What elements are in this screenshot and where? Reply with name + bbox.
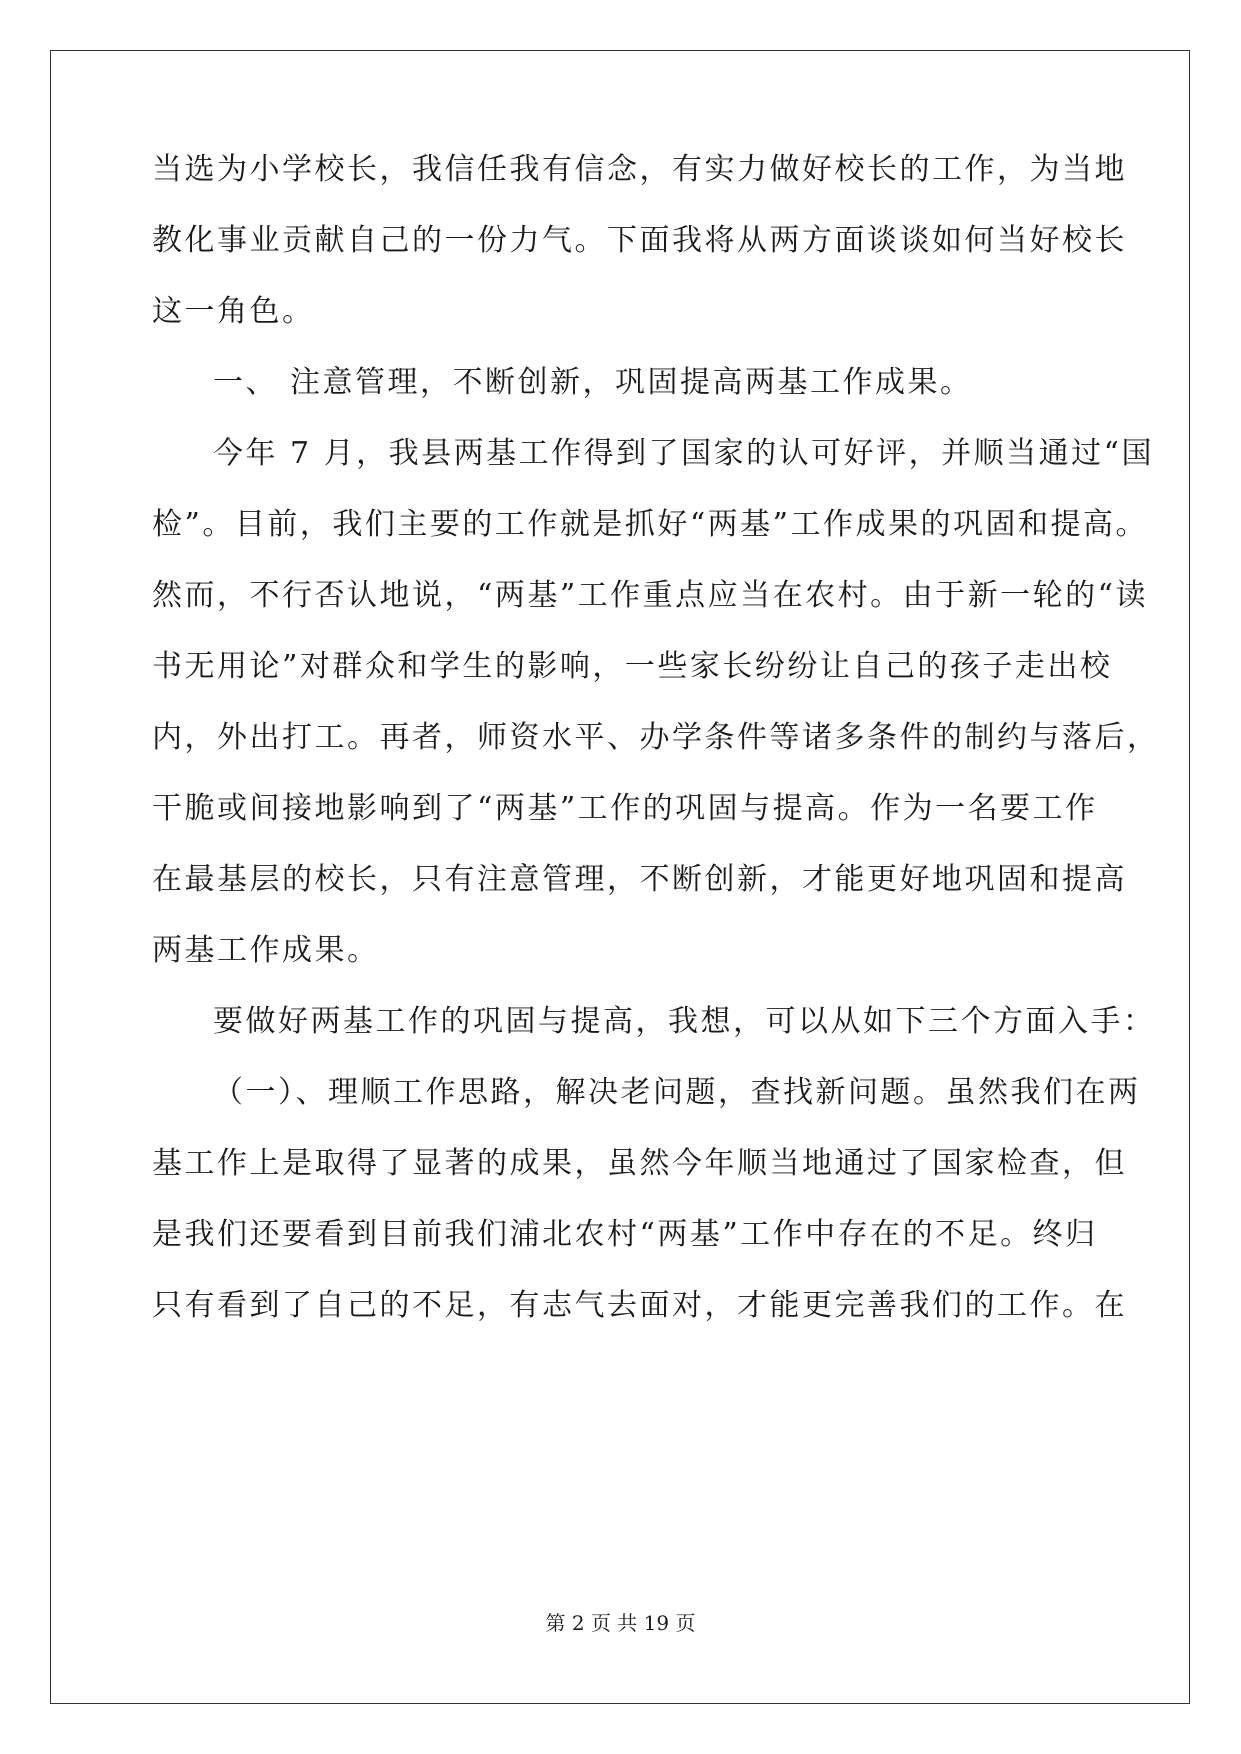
text-line-2: 教化事业贡献自己的一份力气。下面我将从两方面谈谈如何当好校长: [152, 223, 1127, 258]
text-line-10: 干脆或间接地影响到了“两基”工作的巩固与提高。作为一名要工作: [152, 791, 1098, 826]
text-line-11: 在最基层的校长，只有注意管理，不断创新，才能更好地巩固和提高: [152, 862, 1127, 897]
text-line-8: 书无用论”对群众和学生的影响，一些家长纷纷让自己的孩子走出校: [152, 649, 1113, 684]
text-line-17: 只有看到了自己的不足，有志气去面对，才能更完善我们的工作。在: [152, 1288, 1127, 1323]
text-line-15: 基工作上是取得了显著的成果，虽然今年顺当地通过了国家检查，但: [152, 1146, 1127, 1181]
page-number-footer: 第 2 页 共 19 页: [545, 1611, 696, 1635]
text-line-3: 这一角色。: [152, 294, 315, 329]
text-line-16: 是我们还要看到目前我们浦北农村“两基”工作中存在的不足。终归: [152, 1217, 1098, 1252]
text-line-14: （一）、理顺工作思路，解决老问题，查找新问题。虽然我们在两: [213, 1075, 1141, 1110]
section-heading: 一、 注意管理，不断创新，巩固提高两基工作成果。: [213, 365, 973, 400]
text-line-13: 要做好两基工作的巩固与提高，我想，可以从如下三个方面入手：: [213, 1004, 1156, 1039]
text-line-1: 当选为小学校长，我信任我有信念，有实力做好校长的工作，为当地: [152, 152, 1127, 187]
text-line-12: 两基工作成果。: [152, 933, 380, 968]
text-line-9: 内，外出打工。再者，师资水平、办学条件等诸多条件的制约与落后，: [152, 720, 1160, 755]
text-line-5: 今年 7 月，我县两基工作得到了国家的认可好评，并顺当通过“国: [213, 436, 1154, 471]
text-line-7: 然而，不行否认地说，“两基”工作重点应当在农村。由于新一轮的“读: [152, 578, 1149, 613]
text-line-6: 检”。目前，我们主要的工作就是抓好“两基”工作成果的巩固和提高。: [152, 507, 1149, 542]
